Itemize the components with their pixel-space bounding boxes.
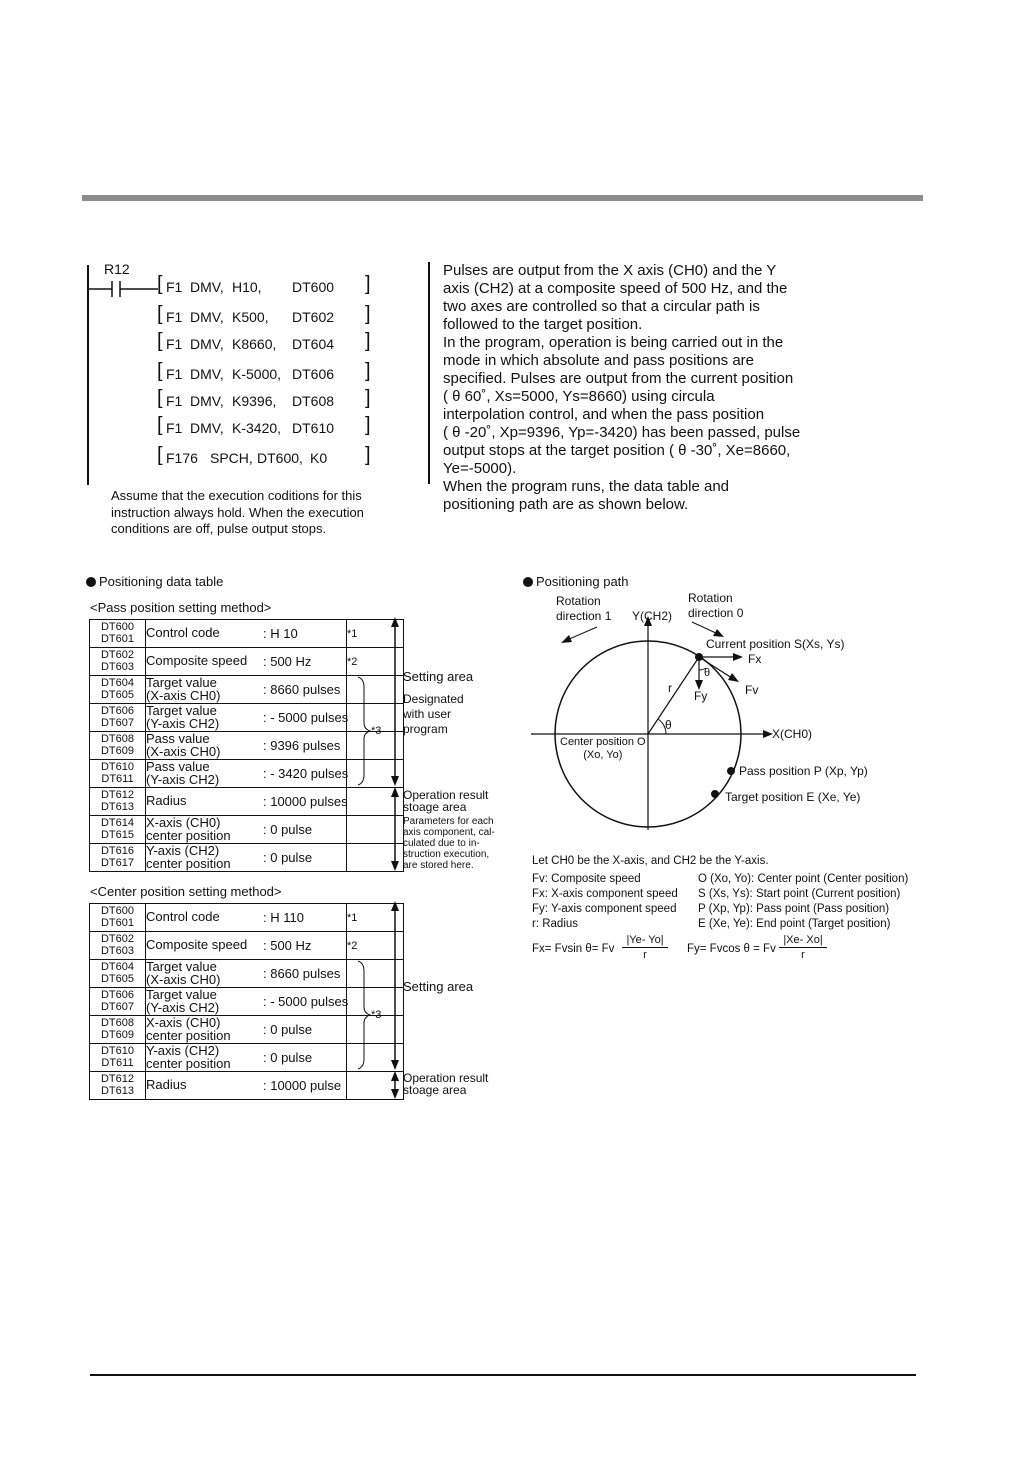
value-text: : 0 pulse xyxy=(263,849,313,865)
value-text: : 8660 pulses xyxy=(263,965,341,981)
fy-label: Fy xyxy=(694,689,708,703)
bracket-close: ] xyxy=(365,360,371,382)
center-position-label: Center position O (Xo, Yo) xyxy=(560,736,646,761)
value-text: : 10000 pulses xyxy=(263,793,348,809)
desc-line: specified. Pulses are output from the current position xyxy=(443,370,794,387)
center-brackets xyxy=(350,899,410,1104)
bracket-open: [ xyxy=(157,330,163,352)
instruction-cmd: DMV, xyxy=(190,366,224,382)
fx-fraction: |Ye- Yo| r xyxy=(622,933,668,962)
desc-line: axis (CH2) at a composite speed of 500 Hz, and the xyxy=(443,280,788,297)
center-op-result: Operation result stoage area xyxy=(403,1071,489,1097)
desc-line: two axes are controlled so that a circular path is xyxy=(443,298,760,315)
target-point xyxy=(711,790,719,798)
x-axis-label: X(CH0) xyxy=(772,727,813,741)
pass-point xyxy=(727,767,735,775)
desc-line: Pulses are output from the X axis (CH0) and the Y xyxy=(443,262,777,279)
item-cell: Pass value (Y-axis CH2) : - 3420 pulses xyxy=(146,759,349,787)
footer-rule xyxy=(90,1374,916,1376)
bracket-close: ] xyxy=(365,303,371,325)
instruction-cmd: DMV, xyxy=(190,420,224,436)
item-cell: Y-axis (CH2) center position : 0 pulse xyxy=(146,844,347,872)
bullet-icon xyxy=(86,577,96,587)
instruction-dst: DT604 xyxy=(292,336,335,352)
instruction-cmd: DMV, xyxy=(190,336,224,352)
value-text: : - 5000 pulses xyxy=(263,993,349,1009)
value-text: : H 110 xyxy=(263,909,304,925)
desc-line: output stops at the target position ( θ -30˚, Xe=8660, xyxy=(443,442,791,459)
bracket-close: ] xyxy=(365,387,371,409)
pass-brackets xyxy=(350,615,410,875)
bracket-close: ] xyxy=(365,273,371,295)
current-position-label: Current position S(Xs, Ys) xyxy=(706,637,845,651)
star-cell: *2 xyxy=(347,932,404,960)
instruction-src: DT600, xyxy=(257,450,303,466)
fy-fraction: |Xe- Xo| r xyxy=(779,933,827,962)
item-cell: Target value (Y-axis CH2) : - 5000 pulses xyxy=(146,987,349,1015)
current-point xyxy=(695,653,703,661)
description xyxy=(443,262,843,514)
bullet-icon xyxy=(523,577,533,587)
value-text: : 0 pulse xyxy=(263,1021,313,1037)
item-cell: Composite speed : 500 Hz xyxy=(146,932,347,960)
header-rule xyxy=(82,195,923,201)
instruction-dst: DT600 xyxy=(292,279,335,295)
pass-method-title: <Pass position setting method> xyxy=(90,600,272,615)
desc-line: ( θ -20˚, Xp=9396, Yp=-3420) has been passed, pulse xyxy=(443,424,801,441)
address-cell: DT600 DT601 xyxy=(90,904,146,932)
instruction-src: H10, xyxy=(232,279,262,295)
instruction-cmd: DMV, xyxy=(190,393,224,409)
y-axis-label: Y(CH2) xyxy=(632,609,673,623)
pass-op-result: Operation result stoage area xyxy=(403,788,489,814)
address-cell: DT614 DT615 xyxy=(90,816,146,844)
address-cell: DT612 DT613 xyxy=(90,1072,146,1100)
instruction-op: F1 xyxy=(166,309,183,325)
value-text: : 500 Hz xyxy=(263,937,312,953)
item-cell: Composite speed : 500 Hz xyxy=(146,648,347,676)
value-text: : - 3420 pulses xyxy=(263,765,349,781)
instruction-cmd: DMV, xyxy=(190,309,224,325)
instruction-op: F1 xyxy=(166,393,183,409)
value-text: : 10000 pulse xyxy=(263,1077,342,1093)
star-cell: *2 xyxy=(347,648,404,676)
item-cell: Target value (X-axis CH0) : 8660 pulses xyxy=(146,676,347,704)
value-text: : 8660 pulses xyxy=(263,681,341,697)
bracket-open: [ xyxy=(157,444,163,466)
item-cell: X-axis (CH0) center position : 0 pulse xyxy=(146,1016,347,1044)
instruction-op: F1 xyxy=(166,279,183,295)
bracket-open: [ xyxy=(157,273,163,295)
bracket-open: [ xyxy=(157,414,163,436)
instruction-op: F1 xyxy=(166,336,183,352)
address-cell: DT610 DT611 xyxy=(90,1044,146,1072)
instruction-src: K-3420, xyxy=(232,420,282,436)
pass-star3: *3 xyxy=(371,725,382,737)
fx-label: Fx xyxy=(748,652,762,666)
fv-label: Fv xyxy=(745,683,759,697)
address-cell: DT610 DT611 xyxy=(90,760,146,788)
address-cell: DT602 DT603 xyxy=(90,648,146,676)
item-cell: Pass value (X-axis CH0) : 9396 pulses xyxy=(146,732,347,760)
address-cell: DT616 DT617 xyxy=(90,844,146,872)
instruction-dst: DT606 xyxy=(292,366,335,382)
desc-line: positioning path are as shown below. xyxy=(443,496,689,513)
note-line: instruction always hold. When the execution xyxy=(111,504,364,520)
value-text: : - 5000 pulses xyxy=(263,709,349,725)
center-star3: *3 xyxy=(371,1009,382,1021)
bracket-open: [ xyxy=(157,360,163,382)
item-cell: Target value (Y-axis CH2) : - 5000 pulses xyxy=(146,703,349,731)
desc-line: When the program runs, the data table and xyxy=(443,478,730,495)
instruction-cmd: DMV, xyxy=(190,279,224,295)
instruction-op: F176 xyxy=(166,450,198,466)
theta-label-2: θ xyxy=(704,667,711,679)
desc-line: followed to the target position. xyxy=(443,316,643,333)
value-text: : 500 Hz xyxy=(263,653,312,669)
desc-line: In the program, operation is being carried out in the xyxy=(443,334,784,351)
pass-params: Parameters for each axis component, cal- culated due to in- struction execution, are stored here. xyxy=(403,816,495,871)
instruction-dst: DT608 xyxy=(292,393,335,409)
item-cell: Radius : 10000 pulses xyxy=(146,788,347,816)
desc-line: Ye=-5000). xyxy=(443,460,517,477)
desc-line: mode in which absolute and pass positions are xyxy=(443,352,755,369)
value-text: : 0 pulse xyxy=(263,821,313,837)
value-text: : 0 pulse xyxy=(263,1049,313,1065)
star-cell: *1 xyxy=(347,620,404,648)
note-line: conditions are off, pulse output stops. xyxy=(111,521,327,536)
theta-label: θ xyxy=(665,718,672,732)
bracket-open: [ xyxy=(157,303,163,325)
legend-right: O (Xo, Yo): Center point (Center position) S (Xs, Ys): Start point (Current position) P (Xp, Yp): Pass point (Pass position) E (Xe, Ye): End point (Target position) xyxy=(698,873,909,930)
radius-line xyxy=(648,657,699,734)
positioning-path-diagram xyxy=(525,590,925,855)
address-cell: DT612 DT613 xyxy=(90,788,146,816)
target-position-label: Target position E (Xe, Ye) xyxy=(725,790,861,804)
instruction-dst: DT610 xyxy=(292,420,335,436)
instruction-cmd: SPCH, xyxy=(210,450,253,466)
instruction-op: F1 xyxy=(166,420,183,436)
pass-designated: Designated with user program xyxy=(403,692,464,736)
pass-position-label: Pass position P (Xp, Yp) xyxy=(739,764,868,778)
item-cell: Target value (X-axis CH0) : 8660 pulses xyxy=(146,960,347,988)
fx-formula: Fx= Fvsin θ= Fv xyxy=(532,943,615,955)
fy-formula: Fy= Fvcos θ = Fv xyxy=(687,943,776,955)
rotation-dir-0: Rotation direction 0 xyxy=(688,591,744,620)
ladder-note xyxy=(111,488,364,538)
address-cell: DT608 DT609 xyxy=(90,732,146,760)
bracket-close: ] xyxy=(365,330,371,352)
instruction-src: K-5000, xyxy=(232,366,282,382)
radius-label: r xyxy=(668,681,672,695)
bracket-close: ] xyxy=(365,444,371,466)
item-cell: Y-axis (CH2) center position : 0 pulse xyxy=(146,1044,347,1072)
address-cell: DT604 DT605 xyxy=(90,960,146,988)
instruction-op: F1 xyxy=(166,366,183,382)
address-cell: DT600 DT601 xyxy=(90,620,146,648)
desc-line: ( θ 60˚, Xs=5000, Ys=8660) using circula xyxy=(443,388,715,405)
address-cell: DT608 DT609 xyxy=(90,1016,146,1044)
address-cell: DT606 DT607 xyxy=(90,704,146,732)
item-cell: X-axis (CH0) center position : 0 pulse xyxy=(146,816,347,844)
item-cell: Control code : H 10 xyxy=(146,620,347,648)
address-cell: DT602 DT603 xyxy=(90,932,146,960)
instruction-src: K500, xyxy=(232,309,269,325)
item-cell: Radius : 10000 pulse xyxy=(146,1072,347,1100)
table-section-title: Positioning data table xyxy=(86,574,223,589)
star-cell: *1 xyxy=(347,904,404,932)
bracket-close: ] xyxy=(365,414,371,436)
pass-setting-area: Setting area xyxy=(403,669,474,684)
value-text: : H 10 xyxy=(263,625,298,641)
instruction-dst: DT602 xyxy=(292,309,335,325)
address-cell: DT604 DT605 xyxy=(90,676,146,704)
instruction-dst: K0 xyxy=(310,450,328,466)
legend-intro: Let CH0 be the X-axis, and CH2 be the Y-axis. xyxy=(532,855,769,867)
legend-left: Fv: Composite speed Fx: X-axis component speed Fy: Y-axis component speed r: Radius xyxy=(532,873,678,930)
center-method-title: <Center position setting method> xyxy=(90,884,282,899)
address-cell: DT606 DT607 xyxy=(90,988,146,1016)
instruction-src: K8660, xyxy=(232,336,277,352)
value-text: : 9396 pulses xyxy=(263,737,341,753)
bracket-open: [ xyxy=(157,387,163,409)
column-divider xyxy=(428,262,430,484)
instruction-src: K9396, xyxy=(232,393,277,409)
path-section-title: Positioning path xyxy=(523,574,629,589)
center-setting-area: Setting area xyxy=(403,979,474,994)
note-line: Assume that the execution coditions for this xyxy=(111,488,362,503)
contact-label: R12 xyxy=(104,261,130,277)
item-cell: Control code : H 110 xyxy=(146,904,347,932)
rotation-dir-1: Rotation direction 1 xyxy=(556,594,612,623)
desc-line: interpolation control, and when the pass position xyxy=(443,406,765,423)
